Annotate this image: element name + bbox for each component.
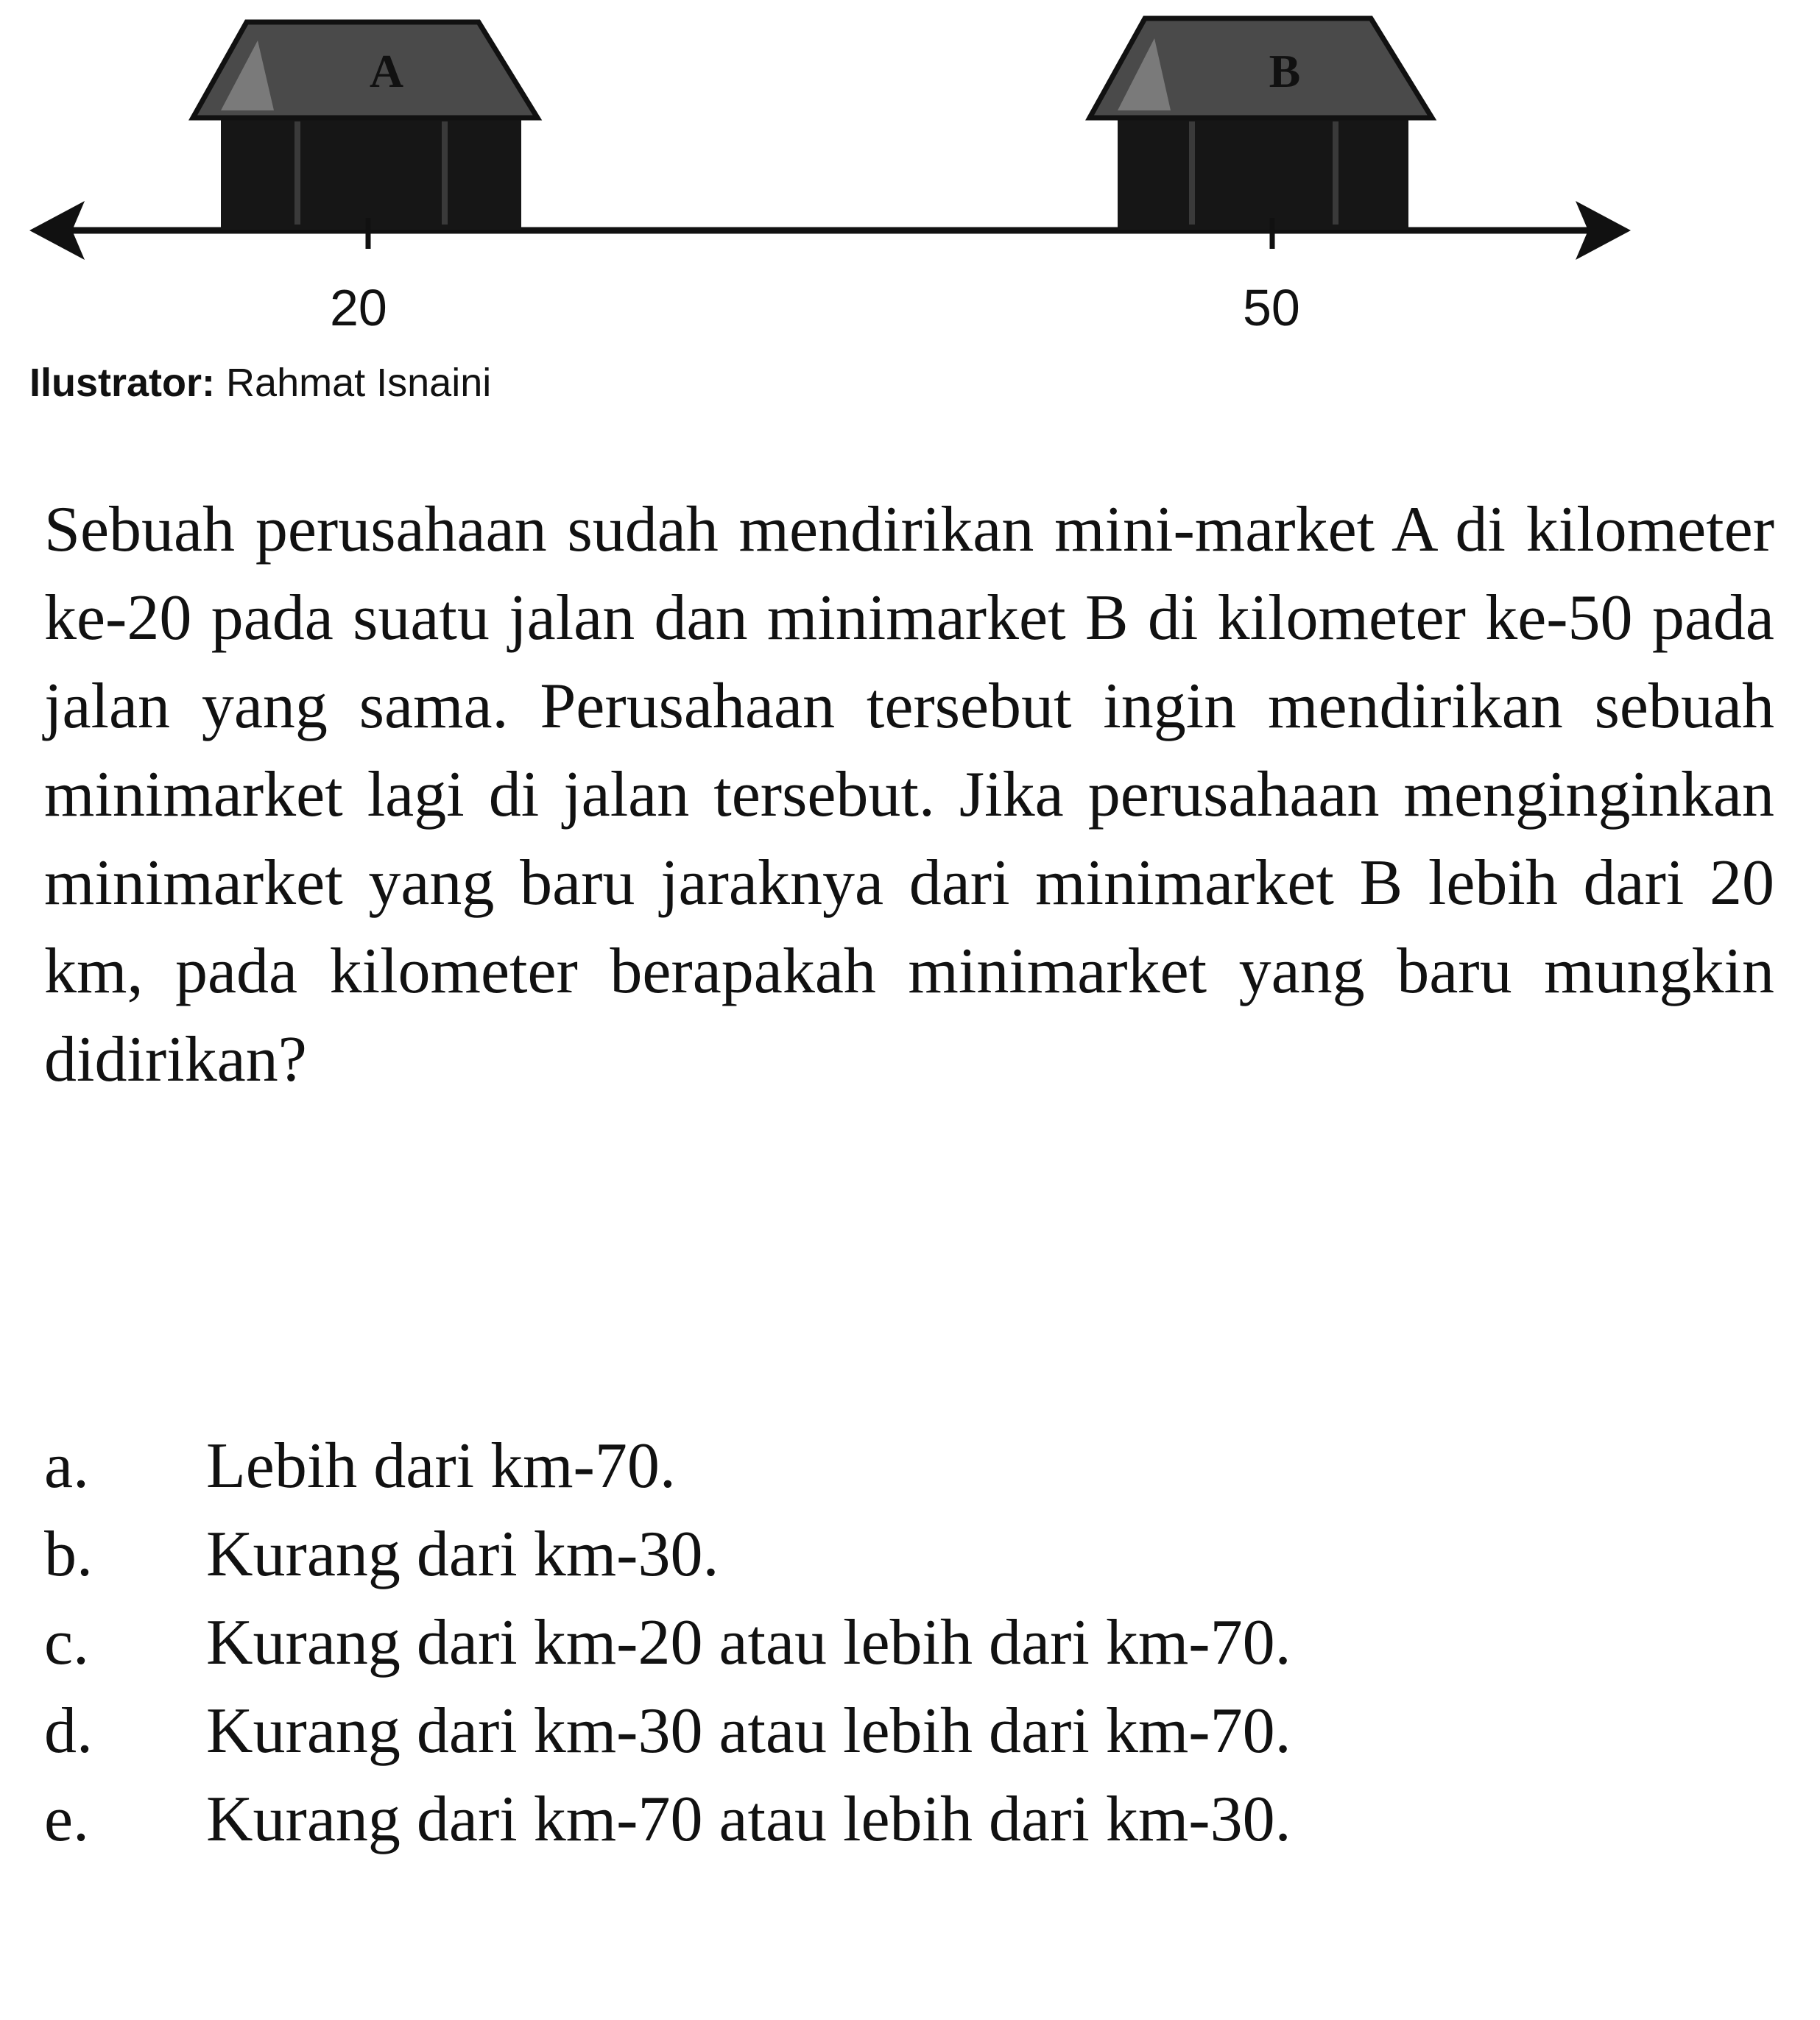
house-b-icon — [1090, 18, 1432, 230]
number-line-svg — [0, 0, 1820, 383]
option-letter: e. — [44, 1784, 90, 1855]
option-text: Kurang dari km-30 atau lebih dari km-70. — [206, 1695, 1291, 1767]
option-d — [44, 1687, 1774, 1776]
tick-label-b: 50 — [1243, 279, 1300, 336]
option-letter: a. — [44, 1430, 90, 1502]
option-c — [44, 1599, 1774, 1687]
number-line-figure — [0, 0, 1820, 383]
option-text: Lebih dari km-70. — [206, 1430, 676, 1502]
house-b-label: B — [1269, 45, 1301, 97]
option-a — [44, 1422, 1774, 1511]
house-b-body — [1118, 118, 1408, 230]
house-a-icon — [193, 22, 537, 230]
option-text: Kurang dari km-20 atau lebih dari km-70. — [206, 1607, 1291, 1678]
illustrator-credit — [29, 359, 491, 406]
option-letter: c. — [44, 1607, 90, 1678]
option-letter: d. — [44, 1695, 93, 1767]
option-e — [44, 1776, 1774, 1864]
question-text: Sebuah perusahaan sudah mendirikan mini-market A di kilometer ke-20 pada suatu jalan dan minimarket B di kilometer ke-50 pada jalan yang sama. Perusahaan tersebut ingin mendirikan sebuah minimarket lagi di jalan tersebut. Jika perusahaan menginginkan minimarket yang baru jaraknya dari minimarket B lebih dari 20 km, pada kilometer berapakah minimarket yang baru mungkin didirikan? — [44, 494, 1774, 1095]
option-text: Kurang dari km-70 atau lebih dari km-30. — [206, 1784, 1291, 1855]
tick-label-a: 20 — [330, 279, 387, 336]
option-letter: b. — [44, 1519, 93, 1590]
house-a-label: A — [369, 45, 404, 97]
credit-label: Ilustrator: — [29, 361, 216, 405]
credit-name: Rahmat Isnaini — [226, 361, 492, 405]
answer-options — [44, 1422, 1774, 1864]
option-b — [44, 1511, 1774, 1599]
option-text: Kurang dari km-30. — [206, 1519, 719, 1590]
house-a-body — [221, 118, 521, 230]
